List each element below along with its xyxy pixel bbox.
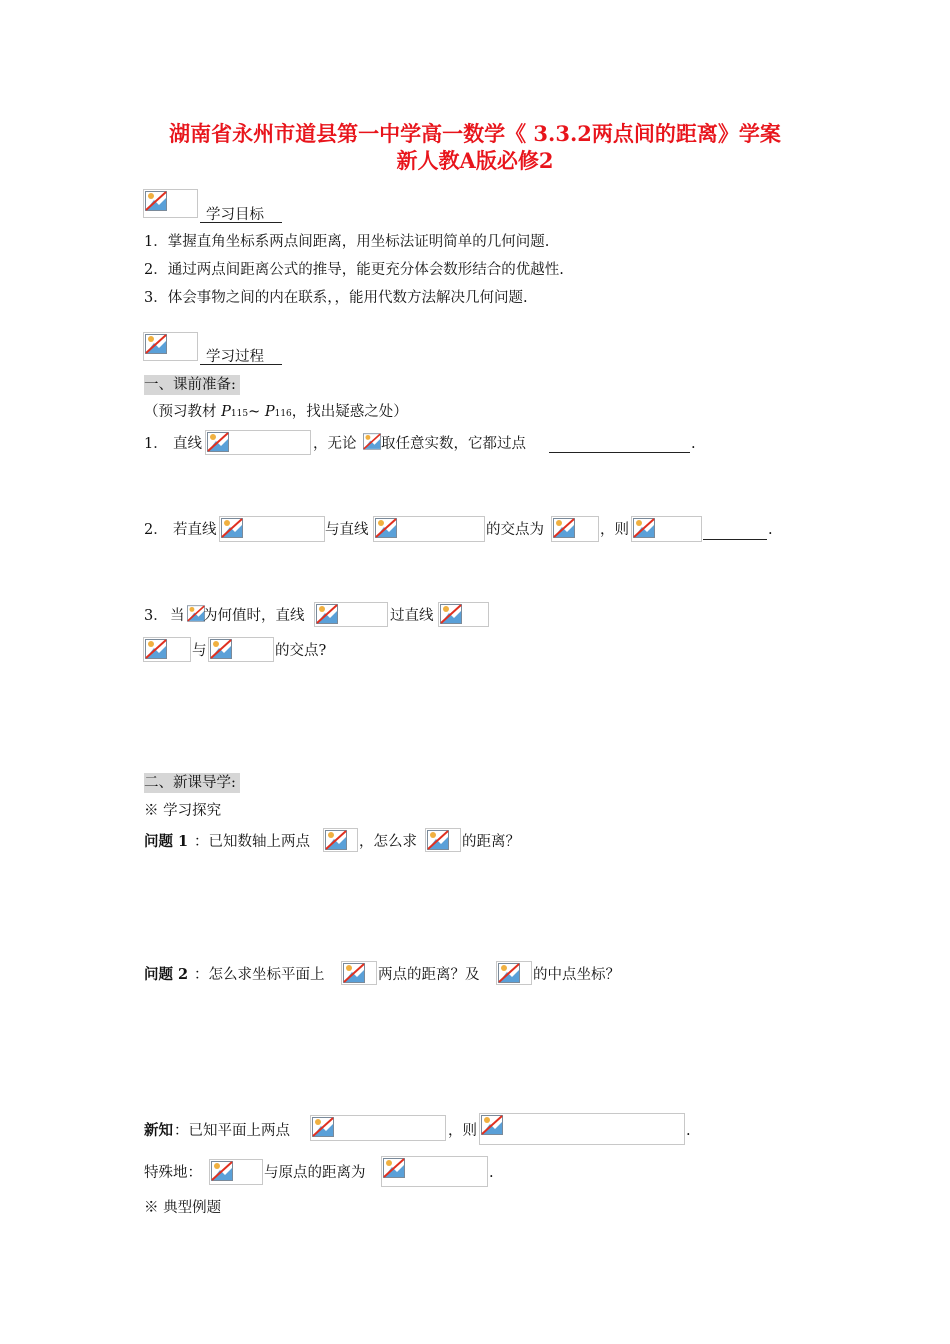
formula-image [205,430,311,455]
new-knowledge-label: 新知 [144,1122,173,1139]
problem2-text-b: 两点的距离？及 [378,967,480,983]
formula-image [208,637,274,662]
q2-end: . [768,522,773,538]
goal-item-1: 1．掌握直角坐标系两点间距离，用坐标法证明简单的几何问题. [144,234,550,250]
q2-text-a: 若直线 [173,522,217,538]
problem2-text-a: ：怎么求坐标平面上 [194,967,325,983]
problem1-text-a: ：已知数轴上两点 [194,834,310,850]
formula-image [373,516,485,542]
q1-num: 1． [144,436,168,452]
formula-image [310,1115,446,1141]
process-heading: 学习过程 [206,349,264,365]
q1-text-c: 取任意实数，它都过点 [381,436,526,452]
page-p-label: P [221,404,231,420]
broken-image-icon [143,189,198,218]
problem1-label: 问题 1 [144,833,189,850]
examples-heading: ※ 典型例题 [144,1200,222,1216]
preview-close-text: ，找出疑惑之处） [291,404,408,420]
q1-text-a: 直线 [173,436,202,452]
formula-image [209,1159,263,1185]
part2-heading: 二、新课导学: [144,773,240,793]
formula-image [438,602,489,627]
problem1-text-c: 的距离？ [462,834,520,850]
problem1-text-b: ，怎么求 [359,834,417,850]
formula-image [341,961,377,985]
formula-image [219,516,325,542]
page-start-sub: 115 [230,409,249,419]
answer-blank [549,452,690,453]
formula-image [631,516,702,542]
preview-note [144,402,408,424]
part1-heading: 一、课前准备: [144,375,240,395]
q2-text-d: ，则 [600,522,629,538]
goal-item-3: 3．体会事物之间的内在联系，，能用代数方法解决几何问题. [144,290,528,306]
broken-image-icon [143,332,198,361]
explore-heading: ※ 学习探究 [144,803,222,819]
special-end: . [489,1165,494,1181]
special-text-b: 与原点的距离为 [264,1165,366,1181]
q3-text-a: 当 [170,608,185,624]
formula-image [551,516,599,542]
formula-image [362,432,382,452]
special-text-a: 特殊地： [144,1165,202,1181]
answer-blank [703,539,767,540]
q1-text-b: ，无论 [313,436,357,452]
q3-text-b: 为何值时，直线 [203,608,305,624]
preview-open-text: （预习教材 [144,404,222,420]
goal-item-2: 2．通过两点间距离公式的推导，能更充分体会数形结合的优越性. [144,262,564,278]
new-knowledge-text-b: ，则 [448,1123,477,1139]
q2-num: 2． [144,522,168,538]
formula-image [143,637,191,662]
formula-image [479,1113,685,1145]
goals-heading: 学习目标 [206,207,264,223]
formula-image [425,828,461,852]
problem2-label: 问题 2 [144,966,189,983]
new-knowledge-end: . [686,1123,691,1139]
q3-text-e: 的交点? [275,643,327,659]
q3-num: 3． [144,608,168,624]
new-knowledge-text-a: ：已知平面上两点 [174,1123,290,1139]
q1-end: . [691,436,696,452]
formula-image [323,828,358,852]
page-p-label: P [264,404,275,420]
problem2-text-c: 的中点坐标？ [533,967,620,983]
formula-image [314,602,388,627]
formula-image [496,961,532,985]
tilde: ~ [248,404,265,420]
page-end-sub: 116 [274,409,292,419]
q3-text-c: 过直线 [390,608,434,624]
doc-title-line2: 新人教A版必修2 [396,148,554,173]
formula-image [381,1156,488,1187]
q2-text-b: 与直线 [325,522,369,538]
q3-text-d: 与 [192,643,207,659]
heading-underline [200,222,282,223]
q2-text-c: 的交点为 [486,522,544,538]
doc-title-line1: 湖南省永州市道县第一中学高一数学《 3.3.2两点间的距离》学案 [169,121,781,146]
heading-underline [200,364,282,365]
